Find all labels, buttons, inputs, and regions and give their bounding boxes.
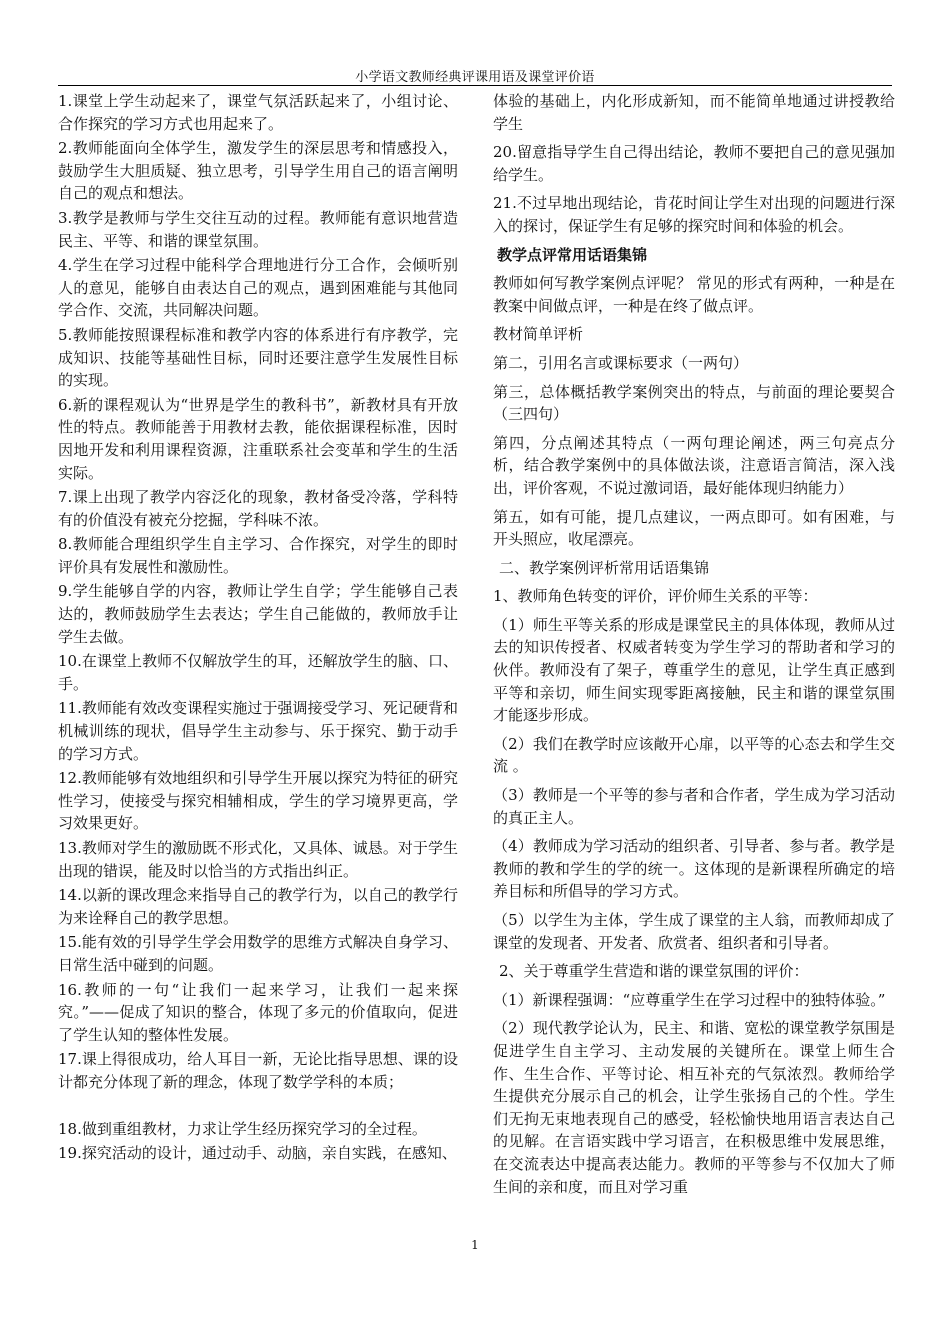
topic-heading: 1、教师角色转变的评价，评价师生关系的平等： (493, 587, 818, 606)
step-item: 第四，分点阐述其特点（一两句理论阐述，两三句亮点分析，结合教学案例中的具体做法谈，注意语言简洁，深入浅出，评价客观，不说过激词语，最好能体现归纳能力） (493, 433, 895, 497)
list-item: 18.做到重组教材，力求让学生经历探究学习的全过程。 (58, 1119, 427, 1138)
topic-heading: 2、关于尊重学生营造和谐的课堂氛围的评价： (499, 962, 809, 981)
header-rule (58, 85, 892, 86)
list-item: 10.在课堂上教师不仅解放学生的耳，还解放学生的脑、口、手。 (58, 652, 458, 693)
list-item: 15.能有效的引导学生学会用数学的思维方式解决自身学习、日常生活中碰到的问题。 (58, 933, 458, 974)
topic-paragraph: （4）教师成为学习活动的组织者、引导者、参与者。教学是教师的教和学生的学的统一。这体现的是新课程所确定的培养目标和所倡导的学习方式。 (493, 837, 895, 901)
step-item: 第五，如有可能，提几点建议，一两点即可。如有困难，与开头照应，收尾漂亮。 (493, 507, 895, 549)
step-item: 第二，引用名言或课标要求（一两句） (493, 353, 749, 372)
list-item: 12.教师能够有效地组织和引导学生开展以探究为特征的研究性学习，使接受与探究相辅相成，学生的学习境界更高，学习效果更好。 (58, 769, 458, 833)
list-item: 19.探究活动的设计，通过动手、动脑，亲自实践，在感知、 (58, 1144, 457, 1163)
section-heading: 教学点评常用话语集锦 (497, 245, 648, 264)
list-item: 20.留意指导学生自己得出结论，教师不要把自己的意见强加给学生。 (493, 143, 895, 184)
subsection-heading: 二、教学案例评析常用话语集锦 (499, 558, 710, 577)
list-item: 6.新的课程观认为“世界是学生的教科书”，新教材具有开放性的特点。教师能善于用教材去教，能依据课程标准，因时因地开发和利用课程资源，注重联系社会变革和学生的生活实际。 (58, 395, 458, 482)
list-item: 8.教师能合理组织学生自主学习、合作探究，对学生的即时评价具有发展性和激励性。 (58, 535, 458, 576)
intro-paragraph: 教师如何写教学案例点评呢？ 常见的形式有两种，一种是在教案中间做点评，一种是在终了做点评。 (493, 274, 895, 315)
document-header: 小学语文教师经典评课用语及课堂评价语 (355, 70, 595, 85)
list-item: 7.课上出现了教学内容泛化的现象，教材备受冷落，学科特有的价值没有被充分挖掘，学科味不浓。 (58, 488, 458, 529)
right-column (493, 90, 895, 1204)
step-item: 第三，总体概括教学案例突出的特点，与前面的理论要契合（三四句） (493, 382, 895, 424)
list-item: 2.教师能面向全体学生，激发学生的深层思考和情感投入，鼓励学生大胆质疑、独立思考，引导学生用自己的语言阐明自己的观点和想法。 (58, 139, 458, 203)
topic-paragraph: （5）以学生为主体，学生成了课堂的主人翁，而教师却成了课堂的发现者、开发者、欣赏者、组织者和引导者。 (493, 911, 895, 952)
list-item: 3.教学是教师与学生交往互动的过程。教师能有意识地营造民主、平等、和谐的课堂氛围。 (58, 208, 458, 250)
list-item: 1.课堂上学生动起来了，课堂气氛活跃起来了，小组讨论、合作探究的学习方式也用起来了。 (58, 92, 458, 133)
list-item: 11.教师能有效改变课程实施过于强调接受学习、死记硬背和机械训练的现状，倡导学生主动参与、乐于探究、勤于动手的学习方式。 (58, 699, 458, 763)
list-item: 9.学生能够自学的内容，教师让学生自学；学生能够自己表达的，教师鼓励学生去表达；学生自己能做的，教师放手让学生去做。 (58, 582, 458, 646)
page-number: 1 (471, 1238, 479, 1252)
list-item: 16.教师的一句“让我们一起来学习，让我们一起来探究。”——促成了知识的整合，体现了多元的价值取向，促进了学生认知的整体性发展。 (58, 980, 458, 1044)
list-item: 4.学生在学习过程中能科学合理地进行分工合作，会倾听别人的意见，能够自由表达自己的观点，遇到困难能与其他同学合作、交流，共同解决问题。 (58, 256, 458, 320)
list-item: 17.课上得很成功，给人耳目一新，无论比指导思想、课的设计都充分体现了新的理念，体现了数学学科的本质； (58, 1050, 458, 1091)
list-item: 5.教师能按照课程标准和教学内容的体系进行有序教学，完成知识、技能等基础性目标，同时还要注意学生发展性目标的实现。 (58, 325, 458, 390)
continued-item: 体验的基础上，内化形成新知，而不能简单地通过讲授教给学生 (493, 92, 895, 133)
topic-paragraph: （2）现代教学论认为，民主、和谐、宽松的课堂教学氛围是促进学生自主学习、主动发展的关键所在。课堂上师生合作、生生合作、平等讨论、相互补充的气氛浓烈。教师给学生提供充分展示自己的机会，让学生张扬自己的个性。学生们无拘无束地表现自己的感受，轻松愉快地用语言表达自己的见解。在言语实践中学习语言，在积极思维中发展思维，在交流表达中提高表达能力。教师的平等参与不仅加大了师生间的亲和度，而且对学习重 (493, 1019, 895, 1196)
left-column (58, 90, 458, 1167)
topic-paragraph: （1）新课程强调：“应尊重学生在学习过程中的独特体验。” (493, 990, 886, 1009)
topic-paragraph: （3）教师是一个平等的参与者和合作者，学生成为学习活动的真正主人。 (493, 786, 895, 827)
list-item: 14.以新的课改理念来指导自己的教学行为，以自己的教学行为来诠释自己的教学思想。 (58, 886, 458, 927)
step-item: 教材简单评析 (493, 325, 584, 344)
list-item: 13.教师对学生的激励既不形式化，又具体、诚恳。对于学生出现的错误，能及时以恰当的方式指出纠正。 (58, 839, 458, 880)
topic-paragraph: （1）师生平等关系的形成是课堂民主的具体体现，教师从过去的知识传授者、权威者转变为学生学习的帮助者和学习的伙伴。教师没有了架子，尊重学生的意见，让学生真正感到平等和亲切，师生间实现零距离接触，民主和谐的课堂氛围才能逐步形成。 (493, 615, 895, 725)
topic-paragraph: （2）我们在教学时应该敞开心扉，以平等的心态去和学生交流 。 (493, 734, 895, 776)
list-item: 21.不过早地出现结论，肯花时间让学生对出现的问题进行深入的探讨，保证学生有足够的探究时间和体验的机会。 (493, 194, 895, 235)
